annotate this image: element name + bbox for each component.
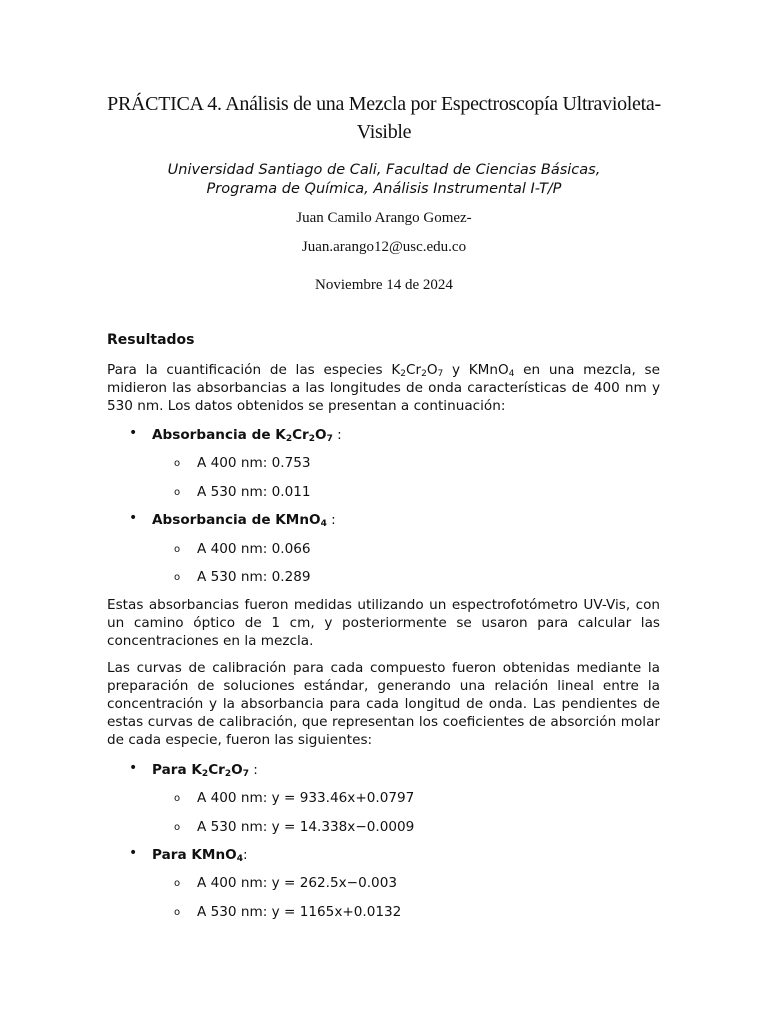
sub-bullet-marker: o — [174, 487, 181, 498]
p1-text-c: O — [426, 362, 438, 378]
paragraph-intro — [107, 361, 660, 415]
abs-k2-tail: : — [332, 427, 342, 443]
p1-text-d: y KMnO — [443, 362, 509, 378]
sub-bullet-marker: o — [174, 878, 181, 889]
cal-km-label: Para KMnO — [152, 847, 237, 863]
affiliation — [100, 161, 668, 199]
list-item-abs-kmno4 — [152, 511, 336, 529]
list-item-abs-k2cr2o7 — [152, 426, 342, 444]
list-item-abs-km-400: A 400 nm: 0.066 — [197, 541, 311, 557]
subscript-7: 7 — [326, 434, 333, 444]
sub-bullet-marker: o — [174, 822, 181, 833]
list-item-cal-kmno4 — [152, 846, 248, 864]
document-date: Noviembre 14 de 2024 — [315, 277, 453, 293]
section-heading-resultados: Resultados — [107, 332, 195, 348]
document-title — [100, 90, 668, 146]
list-item-cal-k2cr2o7 — [152, 761, 258, 779]
list-item-cal-k2-530: A 530 nm: y = 14.338x−0.0009 — [197, 819, 415, 835]
list-item-cal-k2-400: A 400 nm: y = 933.46x+0.0797 — [197, 790, 415, 806]
abs-k2-label-a: Absorbancia de K — [152, 427, 286, 443]
paragraph-calibration: Las curvas de calibración para cada compuesto fueron obtenidas mediante la preparación de soluciones estándar, generando una relación lineal entre la concentración y la absorbancia para cada longitud de onda. Las pendientes de estas curvas de calibración, que representan los coeficientes de absorción molar de cada especie, fueron las siguientes: — [107, 660, 660, 748]
abs-km-tail: : — [326, 512, 336, 528]
author-name: Juan Camilo Arango Gomez- — [296, 210, 472, 226]
subscript-4: 4 — [508, 369, 515, 379]
sub-bullet-marker: o — [174, 458, 181, 469]
p1-text-a: Para la cuantificación de las especies K — [107, 362, 401, 378]
paragraph-measurement: Estas absorbancias fueron medidas utilizando un espectrofotómetro UV-Vis, con un camino óptico de 1 cm, y posteriormente se usaron para calcular las concentraciones en la mezcla. — [107, 597, 660, 649]
list-item-cal-km-400: A 400 nm: y = 262.5x−0.003 — [197, 875, 397, 891]
subscript-2: 2 — [224, 769, 232, 779]
bullet-marker: • — [129, 845, 138, 861]
p1-text-e: en una mezcla, se midieron las absorbancias a las longitudes de onda características de 400 nm y 530 nm. Los datos obtenidos se presentan a continuación: — [107, 362, 660, 414]
abs-k2-label-c: O — [315, 427, 327, 443]
subscript-2: 2 — [201, 769, 209, 779]
subscript-2: 2 — [285, 434, 293, 444]
subscript-2: 2 — [400, 369, 406, 379]
title-line-1: PRÁCTICA 4. Análisis de una Mezcla por Espectroscopía Ultravioleta- — [107, 93, 661, 115]
bullet-marker: • — [129, 760, 138, 776]
title-line-2: Visible — [356, 121, 412, 143]
cal-k2-label-c: O — [231, 762, 243, 778]
p1-text-b: Cr — [405, 362, 422, 378]
subscript-4: 4 — [320, 519, 327, 529]
cal-k2-label-b: Cr — [208, 762, 225, 778]
subscript-2: 2 — [421, 369, 427, 379]
list-item-abs-k2-400: A 400 nm: 0.753 — [197, 455, 311, 471]
author-email: Juan.arango12@usc.edu.co — [301, 239, 467, 255]
bullet-marker: • — [129, 510, 138, 526]
sub-bullet-marker: o — [174, 793, 181, 804]
subscript-7: 7 — [242, 769, 249, 779]
affiliation-line-1: Universidad Santiago de Cali, Facultad de Ciencias Básicas, — [167, 162, 601, 178]
cal-km-tail: : — [242, 847, 248, 863]
abs-k2-label-b: Cr — [292, 427, 309, 443]
subscript-2: 2 — [308, 434, 316, 444]
cal-k2-label-a: Para K — [152, 762, 202, 778]
bullet-marker: • — [129, 425, 138, 441]
cal-k2-tail: : — [248, 762, 258, 778]
sub-bullet-marker: o — [174, 907, 181, 918]
list-item-cal-km-530: A 530 nm: y = 1165x+0.0132 — [197, 904, 402, 920]
affiliation-line-2: Programa de Química, Análisis Instrumental I-T/P — [206, 181, 562, 197]
subscript-4: 4 — [236, 854, 243, 864]
abs-km-label: Absorbancia de KMnO — [152, 512, 321, 528]
sub-bullet-marker: o — [174, 572, 181, 583]
sub-bullet-marker: o — [174, 544, 181, 555]
subscript-7: 7 — [437, 369, 444, 379]
list-item-abs-k2-530: A 530 nm: 0.011 — [197, 484, 311, 500]
list-item-abs-km-530: A 530 nm: 0.289 — [197, 569, 311, 585]
